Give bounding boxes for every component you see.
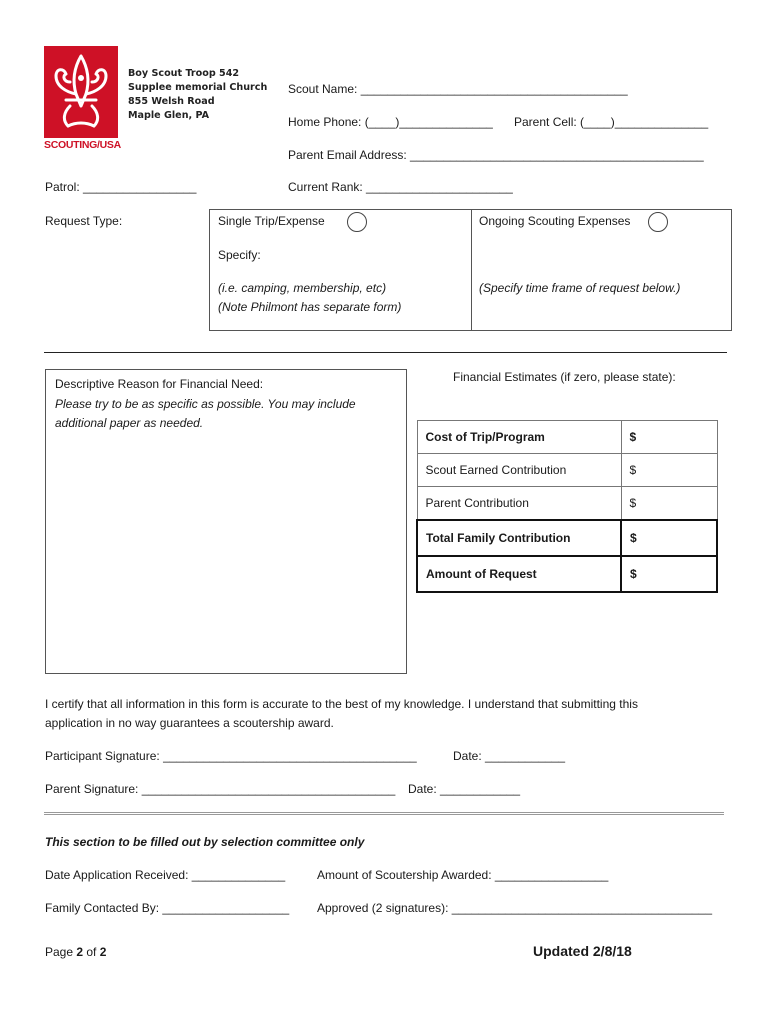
amount-awarded-field[interactable]: Amount of Scoutership Awarded: _________________ (317, 868, 609, 882)
cost-value-field[interactable]: $ (621, 421, 717, 454)
parent-contribution-value-field[interactable]: $ (621, 487, 717, 520)
home-phone-field[interactable]: Home Phone: (____)______________ (288, 115, 493, 129)
single-trip-radio[interactable] (347, 212, 367, 232)
org-church: Supplee memorial Church (128, 82, 268, 93)
org-street: 855 Welsh Road (128, 96, 215, 107)
request-divider (471, 209, 472, 331)
scout-earned-value-field[interactable]: $ (621, 454, 717, 487)
table-row (417, 421, 717, 454)
current-rank-field[interactable]: Current Rank: ______________________ (288, 180, 513, 194)
scout-name-field[interactable]: Scout Name: ________________________________________ (288, 82, 628, 96)
single-trip-label: Single Trip/Expense (218, 214, 325, 228)
org-city: Maple Glen, PA (128, 110, 210, 121)
family-contacted-field[interactable]: Family Contacted By: ___________________ (45, 901, 290, 915)
page-of: of (83, 945, 100, 959)
parent-signature-field[interactable]: Parent Signature: ______________________________________ (45, 782, 396, 796)
committee-divider (44, 812, 724, 815)
page-current: 2 (76, 945, 84, 959)
request-type-label: Request Type: (45, 214, 123, 228)
specify-label: Specify: (218, 248, 261, 262)
reason-hint-1: Please try to be as specific as possible. You may include (55, 397, 356, 411)
scout-earned-label: Scout Earned Contribution (417, 454, 621, 487)
parent-cell-field[interactable]: Parent Cell: (____)______________ (514, 115, 709, 129)
approved-field[interactable]: Approved (2 signatures): _______________________________________ (317, 901, 713, 915)
request-amount-value-field[interactable]: $ (621, 556, 717, 592)
certify-line-2: application in no way guarantees a scoutership award. (45, 716, 334, 730)
org-name: Boy Scout Troop 542 (128, 68, 240, 79)
total-family-label: Total Family Contribution (417, 520, 621, 556)
parent-date-field[interactable]: Date: ____________ (408, 782, 521, 796)
committee-heading: This section to be filled out by selection committee only (45, 835, 365, 849)
parent-email-field[interactable]: Parent Email Address: ____________________________________________ (288, 148, 704, 162)
specify-example: (i.e. camping, membership, etc) (218, 281, 387, 295)
estimates-table (416, 420, 718, 593)
date-received-field[interactable]: Date Application Received: ______________ (45, 868, 286, 882)
table-row (417, 487, 717, 520)
estimates-heading: Financial Estimates (if zero, please state): (453, 370, 676, 384)
ongoing-note: (Specify time frame of request below.) (479, 281, 681, 295)
section-divider (44, 352, 727, 353)
bsa-logo (44, 46, 121, 154)
total-family-value-field[interactable]: $ (621, 520, 717, 556)
page-number (45, 945, 106, 959)
updated-date: Updated 2/8/18 (533, 943, 632, 959)
ongoing-radio[interactable] (648, 212, 668, 232)
table-row (417, 520, 717, 556)
cost-label: Cost of Trip/Program (417, 421, 621, 454)
page-prefix: Page (45, 945, 77, 959)
fleur-de-lis-icon (44, 46, 118, 138)
logo-wordmark: SCOUTING/USA (44, 139, 121, 151)
table-row (417, 556, 717, 592)
table-row (417, 454, 717, 487)
reason-title: Descriptive Reason for Financial Need: (55, 377, 264, 391)
certify-line-1: I certify that all information in this form is accurate to the best of my knowledge. I understand that submitting this (45, 697, 638, 711)
parent-contribution-label: Parent Contribution (417, 487, 621, 520)
request-amount-label: Amount of Request (417, 556, 621, 592)
participant-signature-field[interactable]: Participant Signature: ______________________________________ (45, 749, 417, 763)
page-total: 2 (99, 945, 107, 959)
reason-hint-2: additional paper as needed. (55, 416, 204, 430)
participant-date-field[interactable]: Date: ____________ (453, 749, 566, 763)
philmont-note: (Note Philmont has separate form) (218, 300, 402, 314)
patrol-field[interactable]: Patrol: _________________ (45, 180, 197, 194)
ongoing-label: Ongoing Scouting Expenses (479, 214, 631, 228)
reason-textarea[interactable] (45, 369, 407, 674)
